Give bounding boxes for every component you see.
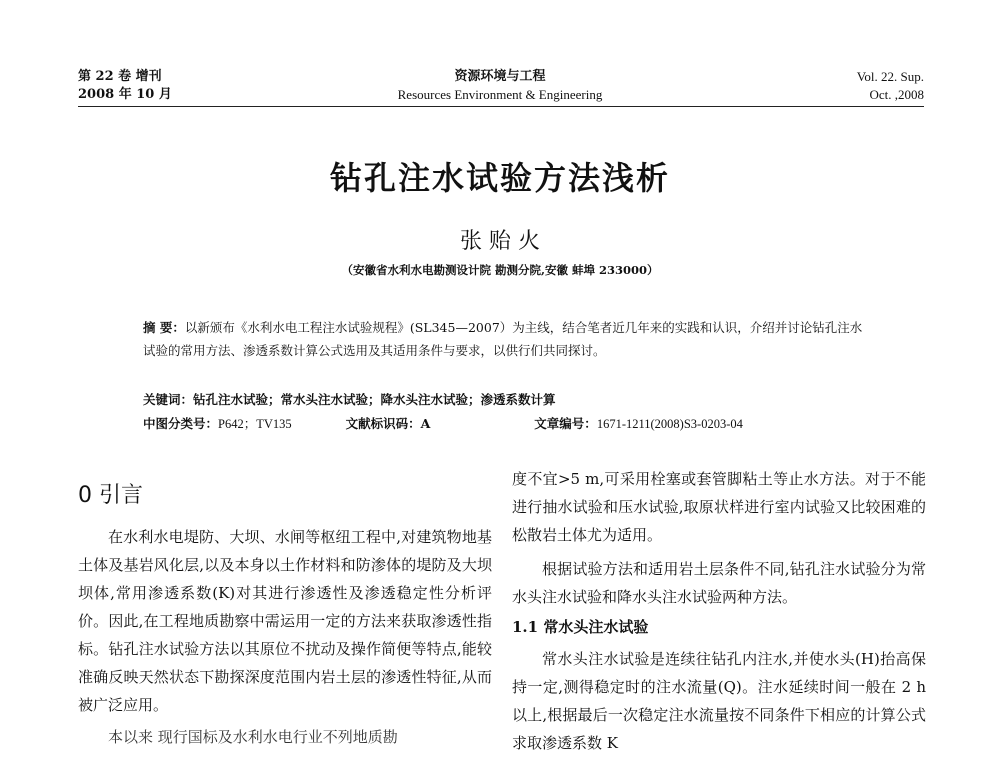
subsection-1-1-heading: 1.1 常水头注水试验	[512, 618, 649, 636]
doc-code-value: A	[420, 416, 431, 431]
author-affiliation: （安徽省水利水电勘测设计院 勘测分院,安徽 蚌埠 233000）	[341, 263, 659, 277]
journal-issue	[700, 68, 924, 104]
header-left-line2: 2008 年 10 月	[78, 87, 172, 102]
header-right-line2: Oct. ,2008	[869, 87, 924, 102]
clc-value: P642；TV135	[218, 417, 292, 431]
abstract	[143, 316, 863, 362]
section-0-heading: 0 引言	[78, 483, 143, 508]
header-rule	[78, 106, 924, 107]
right-column	[512, 465, 926, 757]
header-right-line1: Vol. 22. Sup.	[856, 69, 924, 84]
journal-volume	[78, 68, 172, 104]
classification-row	[143, 414, 903, 434]
intro-paragraph-2: 本以来 现行国标及水利水电行业不列地质勘	[108, 728, 398, 746]
abstract-label: 摘 要：	[143, 320, 185, 335]
journal-name	[300, 68, 700, 104]
article-no-value: 1671-1211(2008)S3-0203-04	[596, 417, 743, 431]
keywords	[143, 390, 556, 410]
right-paragraph-a: 度不宜>5 m,可采用栓塞或套管脚粘土等止水方法。对于不能进行抽水试验和压水试验,取原状样进行室内试验又比较困难的松散岩土体尤为适用。	[512, 470, 926, 544]
header-center-line1: 资源环境与工程	[454, 69, 546, 84]
abstract-text: 以新颁布《水利水电工程注水试验规程》(SL345—2007）为主线，结合笔者近几年来的实践和认识，介绍并讨论钻孔注水试验的常用方法、渗透系数计算公式选用及其适用条件与要求，以供行们共同探讨。	[143, 320, 863, 358]
intro-paragraph: 在水利水电堤防、大坝、水闸等枢纽工程中,对建筑物地基土体及基岩风化层,以及本身以土作材料和防渗体的堤防及大坝坝体,常用渗透系数(K)对其进行渗透性及渗透稳定性分析评价。因此,在工程地质勘察中需运用一定的方法来获取渗透性指标。钻孔注水试验方法以其原位不扰动及操作简便等特点,能较准确反映天然状态下勘探深度范围内岩土层的渗透性特征,从而被广泛应用。	[78, 528, 492, 714]
keywords-text: 钻孔注水试验；常水头注水试验；降水头注水试验；渗透系数计算	[193, 392, 556, 407]
article-no-label: 文章编号：	[534, 416, 597, 431]
header-left-line1: 第 22 卷 增刊	[78, 69, 162, 84]
right-paragraph-b: 根据试验方法和适用岩土层条件不同,钻孔注水试验分为常水头注水试验和降水头注水试验两种方法。	[512, 560, 926, 606]
header-center-line2: Resources Environment & Engineering	[397, 87, 603, 102]
clc-label: 中图分类号：	[143, 416, 219, 431]
left-column	[78, 523, 492, 751]
keywords-label: 关键词：	[143, 392, 194, 407]
paper-title: 钻孔注水试验方法浅析	[329, 159, 670, 197]
author-name: 张 贻 火	[460, 229, 540, 254]
doc-code-label: 文献标识码：	[345, 416, 421, 431]
right-paragraph-c: 常水头注水试验是连续往钻孔内注水,并使水头(H)抬高保持一定,测得稳定时的注水流量(Q)。注水延续时间一般在 2 h 以上,根据最后一次稳定注水流量按不同条件下相应的计算公式求取渗透系数 K	[512, 650, 926, 752]
